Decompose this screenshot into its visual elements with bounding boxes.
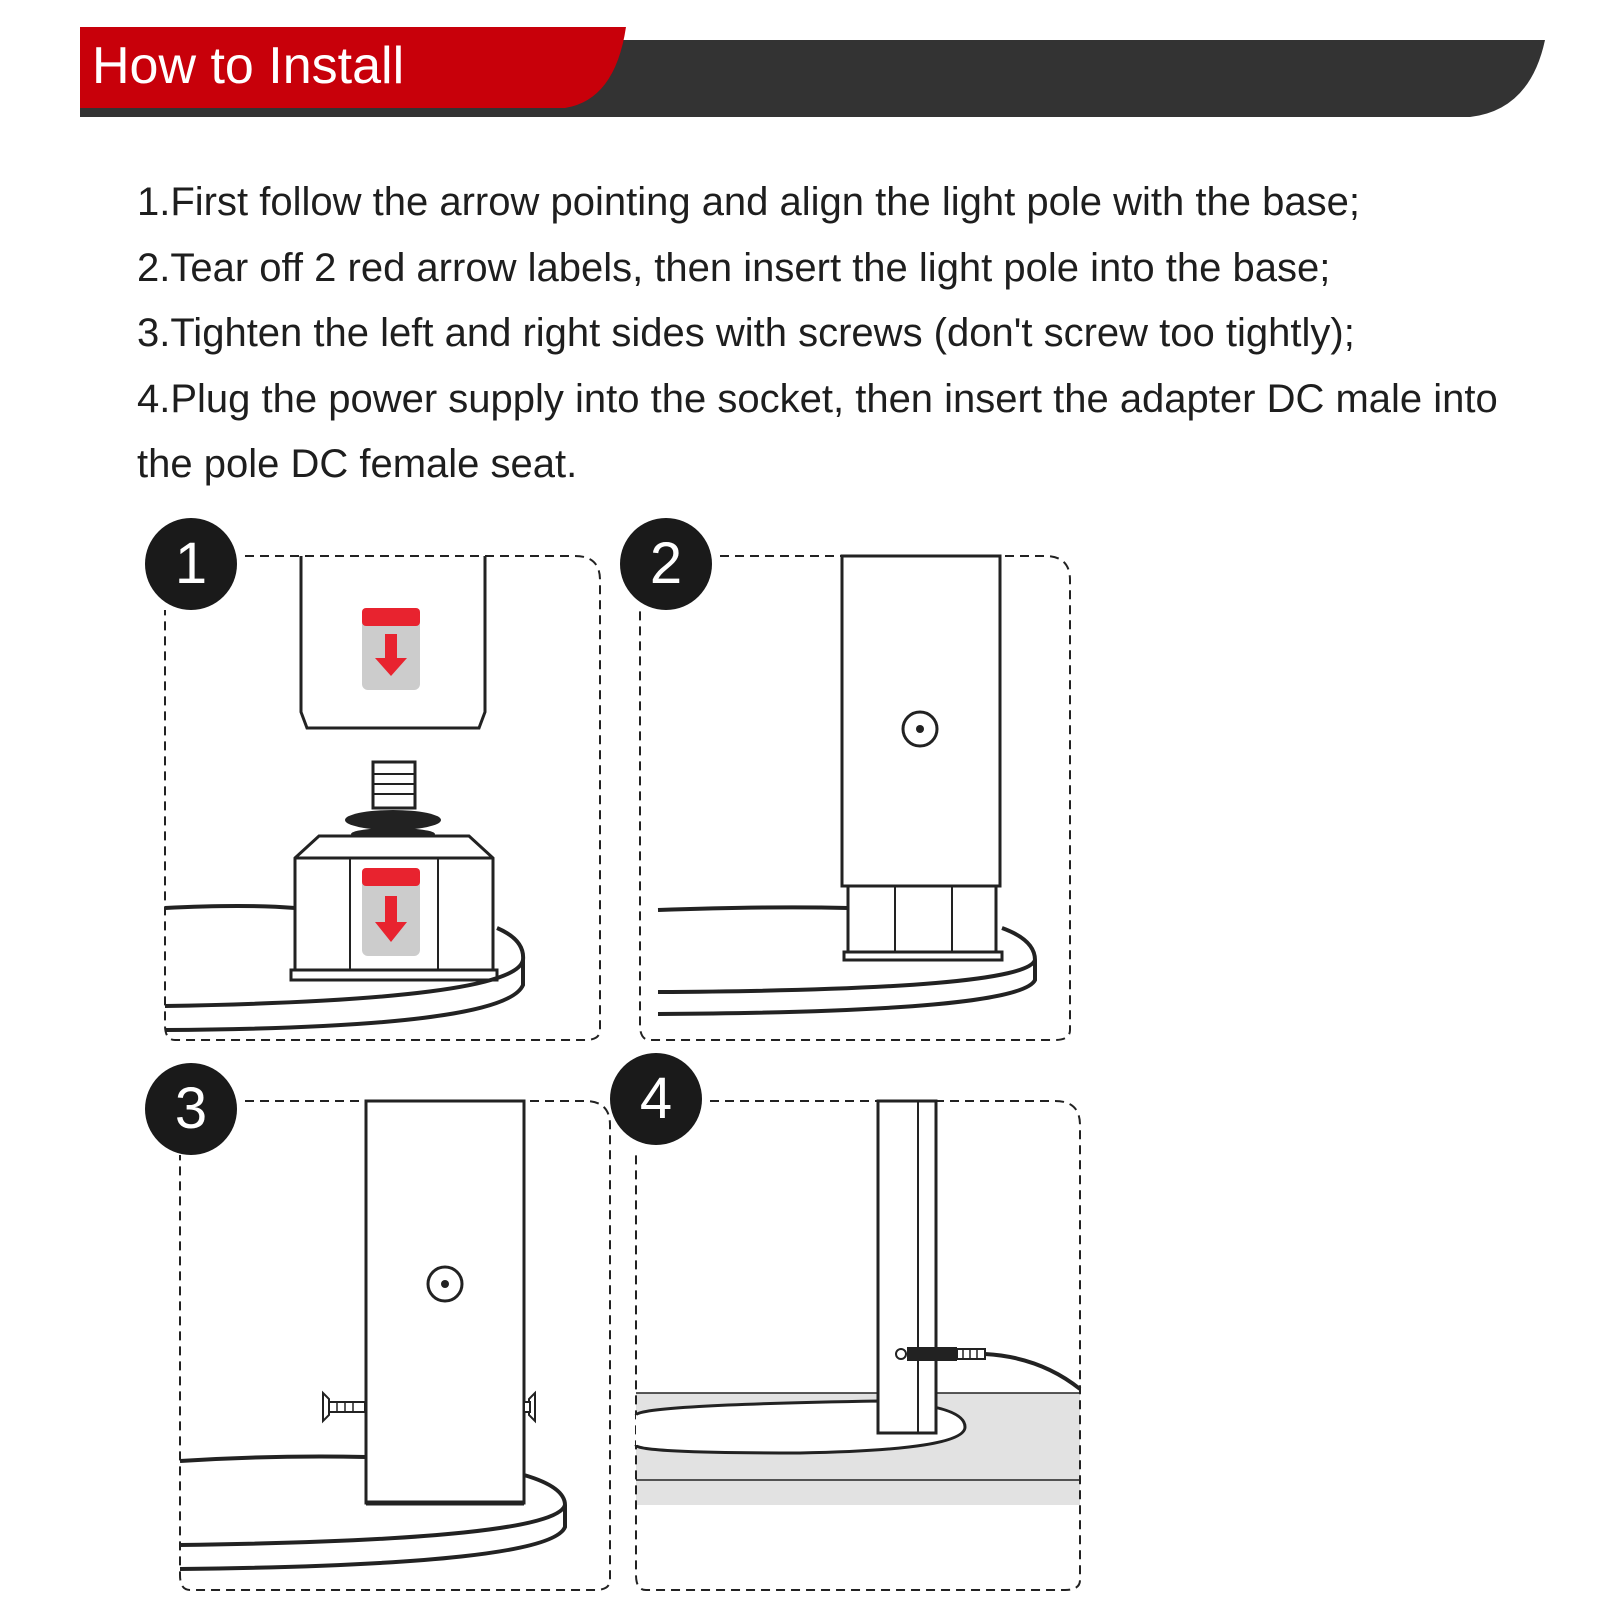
screws-tighten-icon bbox=[145, 1075, 625, 1595]
step-number-badge: 3 bbox=[145, 1063, 237, 1155]
pole-inserted-icon bbox=[630, 530, 1090, 1040]
page-title: How to Install bbox=[92, 37, 405, 95]
instruction-step-1: 1.First follow the arrow pointing and align the light pole with the base; bbox=[137, 180, 1360, 224]
step-panel-1 bbox=[145, 530, 605, 1040]
step-panel-3 bbox=[145, 1075, 625, 1595]
step-number-badge: 4 bbox=[610, 1053, 702, 1145]
instruction-list bbox=[137, 170, 1557, 498]
instruction-step-2: 2.Tear off 2 red arrow labels, then insert the light pole into the base; bbox=[137, 245, 1331, 290]
step-panel-4 bbox=[620, 1066, 1090, 1595]
dc-plug-icon bbox=[620, 1075, 1090, 1595]
step-number-badge: 1 bbox=[145, 518, 237, 610]
step-number-badge: 2 bbox=[620, 518, 712, 610]
step-panel-2 bbox=[630, 530, 1090, 1040]
instruction-step-4: 4.Plug the power supply into the socket, then insert the adapter DC male into the pole DC female seat. bbox=[137, 376, 1498, 486]
instruction-step-3: 3.Tighten the left and right sides with screws (don't screw too tightly); bbox=[137, 311, 1355, 355]
section-header bbox=[0, 0, 1601, 130]
pole-align-arrow-icon bbox=[145, 530, 605, 1040]
